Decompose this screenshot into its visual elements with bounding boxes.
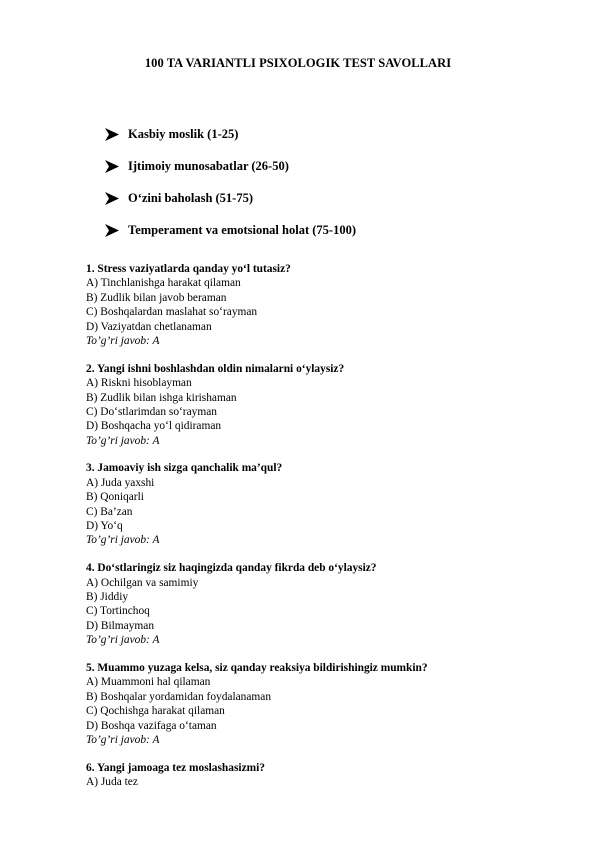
arrow-bullet-icon [104, 160, 119, 173]
answer-option: B) Jiddiy [86, 590, 129, 603]
question-block [86, 262, 566, 348]
question-title: 4. Do‘stlaringiz siz haqingizda qanday fikrda deb o‘ylaysiz? [86, 562, 377, 575]
answer-option: B) Qoniqarli [86, 491, 144, 504]
answer-option: D) Boshqa vazifaga o‘taman [86, 719, 217, 732]
answer-option: D) Yo‘q [86, 520, 123, 533]
question-block [86, 761, 566, 790]
answer-option: C) Qochishga harakat qilaman [86, 705, 225, 718]
correct-answer: To’g’ri javob: A [86, 634, 160, 647]
answer-option: C) Do‘stlarimdan so‘rayman [86, 405, 217, 418]
question-block [86, 561, 566, 647]
section-list [104, 118, 356, 246]
arrow-bullet-icon [104, 224, 119, 237]
question-block [86, 362, 566, 448]
question-title: 5. Muammo yuzaga kelsa, siz qanday reaksiya bildirishingiz mumkin? [86, 661, 428, 674]
answer-option: D) Vaziyatdan chetlanaman [86, 320, 212, 333]
answer-option: A) Ochilgan va samimiy [86, 576, 199, 589]
section-label: O‘zini baholash (51-75) [128, 190, 254, 205]
question-block [86, 461, 566, 547]
section-label: Temperament va emotsional holat (75-100) [128, 222, 356, 237]
answer-option: C) Ba’zan [86, 505, 133, 518]
document-title: 100 TA VARIANTLI PSIXOLOGIK TEST SAVOLLARI [144, 56, 452, 70]
section-item [104, 214, 356, 246]
answer-option: A) Juda yaxshi [86, 476, 155, 489]
correct-answer: To’g’ri javob: A [86, 733, 160, 746]
section-item [104, 150, 356, 182]
answer-option: D) Boshqacha yo‘l qidiraman [86, 420, 222, 433]
answer-option: B) Boshqalar yordamidan foydalanaman [86, 690, 272, 703]
correct-answer: To’g’ri javob: A [86, 334, 160, 347]
question-list [86, 262, 566, 803]
answer-option: A) Riskni hisoblayman [86, 377, 192, 390]
correct-answer: To’g’ri javob: A [86, 434, 160, 447]
question-title: 2. Yangi ishni boshlashdan oldin nimalarni o‘ylaysiz? [86, 362, 345, 375]
section-label: Kasbiy moslik (1-25) [128, 126, 239, 141]
question-title: 3. Jamoaviy ish sizga qanchalik ma’qul? [86, 462, 283, 475]
section-item [104, 182, 356, 214]
arrow-bullet-icon [104, 128, 119, 141]
answer-option: C) Boshqalardan maslahat so‘rayman [86, 306, 258, 319]
section-item [104, 118, 356, 150]
correct-answer: To’g’ri javob: A [86, 534, 160, 547]
answer-option: C) Tortinchoq [86, 605, 150, 618]
answer-option: B) Zudlik bilan javob beraman [86, 291, 227, 304]
section-label: Ijtimoiy munosabatlar (26-50) [128, 158, 289, 173]
answer-option: A) Juda tez [86, 776, 138, 789]
arrow-bullet-icon [104, 192, 119, 205]
question-title: 1. Stress vaziyatlarda qanday yo‘l tutasiz? [86, 263, 291, 275]
answer-option: A) Tinchlanishga harakat qilaman [86, 277, 241, 290]
answer-option: B) Zudlik bilan ishga kirishaman [86, 391, 237, 404]
question-block [86, 661, 566, 747]
answer-option: A) Muammoni hal qilaman [86, 676, 211, 689]
question-title: 6. Yangi jamoaga tez moslashasizmi? [86, 761, 265, 774]
answer-option: D) Bilmayman [86, 619, 155, 632]
